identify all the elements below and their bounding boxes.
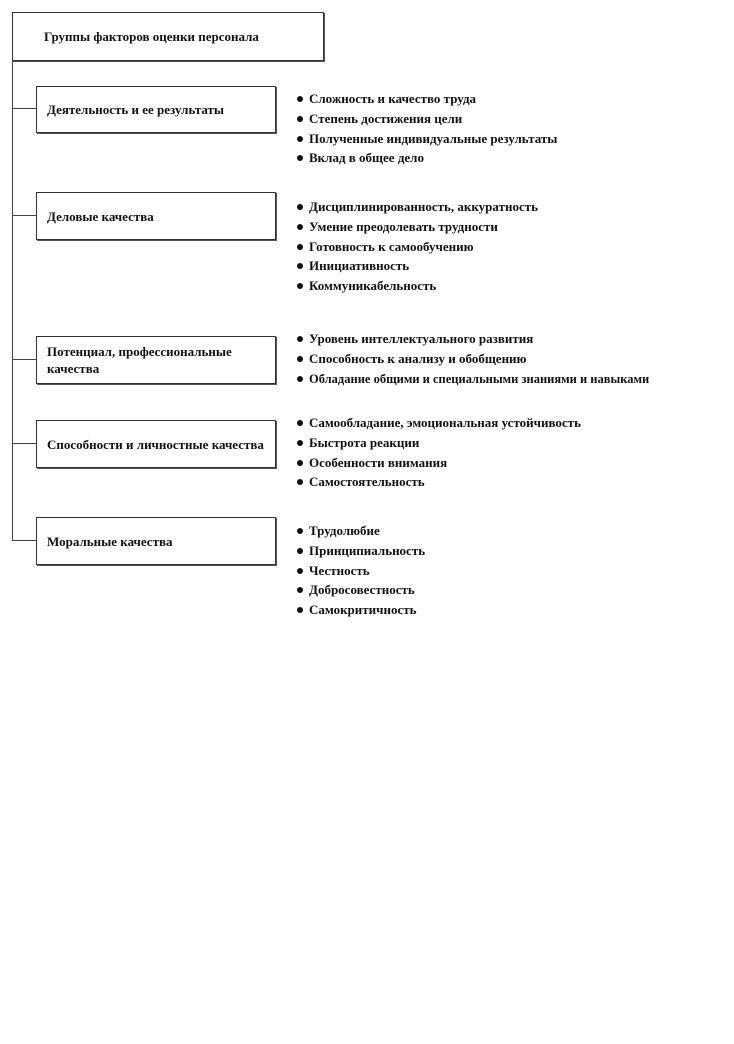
list-item: Полученные индивидуальные результаты [296, 129, 557, 149]
list-item: Инициативность [296, 256, 538, 276]
list-item: Способность к анализу и обобщению [296, 349, 649, 369]
group-title: Потенциал, профессиональные качества [47, 344, 232, 376]
list-item: Умение преодолевать трудности [296, 217, 538, 237]
bullet-icon [297, 460, 303, 466]
root-node [12, 12, 324, 61]
bullet-icon [297, 356, 303, 362]
list-item: Самообладание, эмоциональная устойчивость [296, 413, 581, 433]
bullet-icon [297, 568, 303, 574]
bullet-icon [297, 136, 303, 142]
bullet-icon [297, 420, 303, 426]
bullet-icon [297, 479, 303, 485]
bullet-icon [297, 204, 303, 210]
branch-line [12, 443, 36, 444]
list-item: Особенности внимания [296, 453, 581, 473]
branch-line [12, 359, 36, 360]
list-item: Быстрота реакции [296, 433, 581, 453]
list-item: Уровень интеллектуального развития [296, 329, 649, 349]
group-title: Деятельность и ее результаты [47, 102, 225, 117]
group-title: Моральные качества [47, 533, 173, 549]
branch-line [12, 215, 36, 216]
group-title: Способности и личностные качества [47, 436, 264, 452]
branch-line [12, 540, 36, 541]
trunk-line [12, 61, 13, 541]
group-title: Деловые качества [47, 208, 154, 224]
bullet-icon [297, 336, 303, 342]
bullet-icon [297, 376, 303, 382]
list-item: Добросовестность [296, 580, 425, 600]
root-title: Группы факторов оценки персонала [44, 29, 259, 44]
list-item: Вклад в общее дело [296, 148, 557, 168]
list-item: Обладание общими и специальными знаниями и навыками [296, 369, 649, 390]
list-item: Трудолюбие [296, 521, 425, 541]
list-item: Коммуникабельность [296, 276, 538, 296]
list-item: Готовность к самообучению [296, 237, 538, 257]
bullet-icon [297, 528, 303, 534]
group-node-activity [36, 86, 276, 133]
bullet-icon [297, 607, 303, 613]
list-item: Дисциплинированность, аккуратность [296, 197, 538, 217]
bullet-icon [297, 440, 303, 446]
group-node-potential [36, 336, 276, 384]
group-node-moral [36, 517, 276, 565]
bullet-icon [297, 116, 303, 122]
list-item: Сложность и качество труда [296, 89, 557, 109]
list-item: Самостоятельность [296, 472, 581, 492]
bullet-icon [297, 244, 303, 250]
group-items-abilities [296, 413, 581, 492]
bullet-icon [297, 283, 303, 289]
branch-line [12, 108, 36, 109]
list-item: Степень достижения цели [296, 109, 557, 129]
group-items-potential [296, 329, 649, 389]
bullet-icon [297, 224, 303, 230]
list-item: Принципиальность [296, 541, 425, 561]
list-item: Самокритичность [296, 600, 425, 620]
bullet-icon [297, 263, 303, 269]
group-node-abilities [36, 420, 276, 468]
group-items-moral [296, 521, 425, 620]
bullet-icon [297, 155, 303, 161]
list-item: Честность [296, 561, 425, 581]
group-items-business [296, 197, 538, 296]
bullet-icon [297, 96, 303, 102]
group-items-activity [296, 89, 557, 168]
bullet-icon [297, 587, 303, 593]
bullet-icon [297, 548, 303, 554]
group-node-business [36, 192, 276, 240]
